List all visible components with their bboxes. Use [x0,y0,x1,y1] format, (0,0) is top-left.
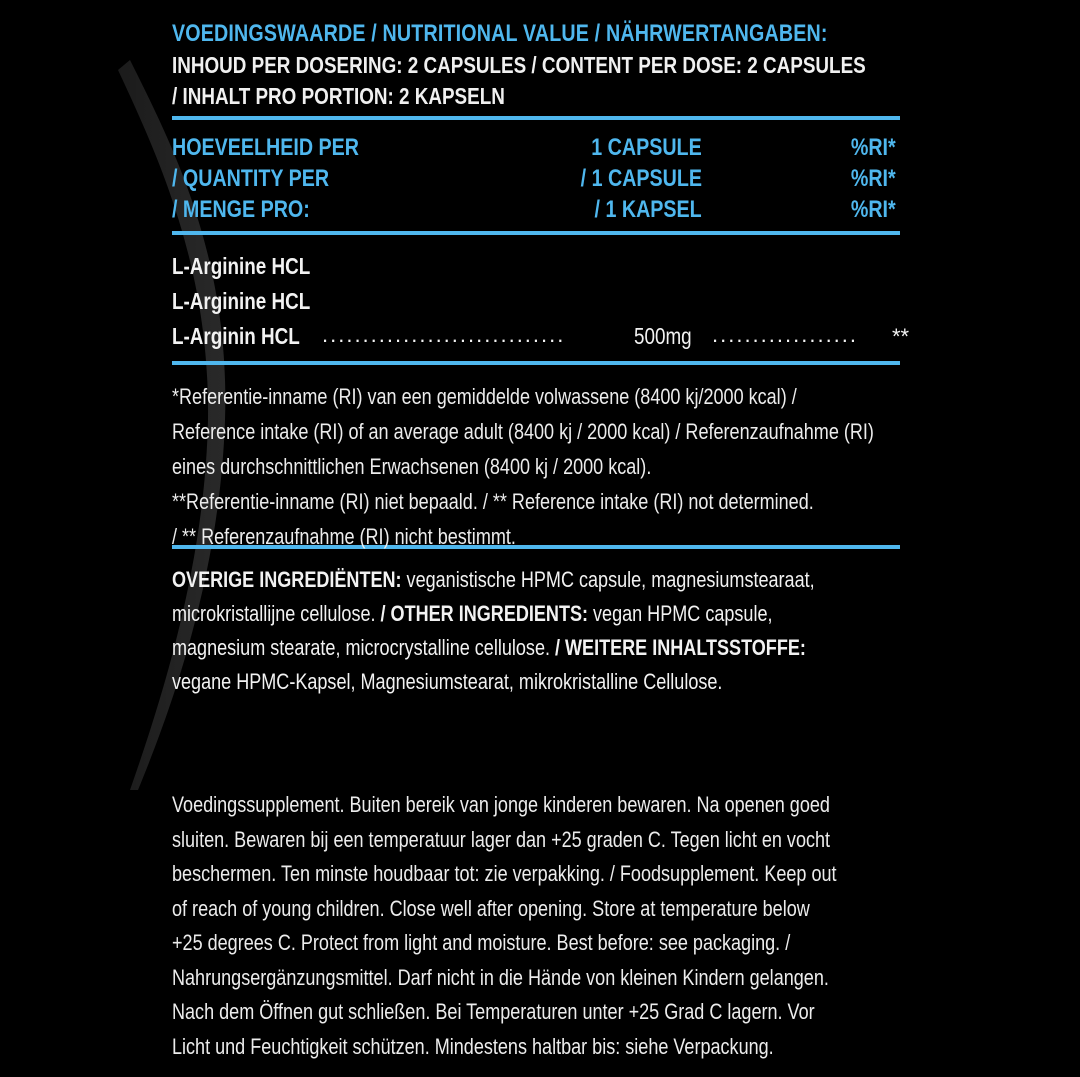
other-ingredients-line: magnesium stearate, microcrystalline cellulose. / WEITERE INHALTSSTOFFE: [172,635,806,660]
ingredient-row: L-Arginin HCL .............................. 500mg .................. ** [172,319,900,354]
nutrition-panel [172,18,910,699]
other-ingredients-label-nl: OVERIGE INGREDIËNTEN: [172,567,402,592]
ingredient-table [172,249,910,361]
footnote-line: Reference intake (RI) of an average adult (8400 kj / 2000 kcal) / Referenzaufnahme (RI) [172,419,874,444]
other-ingredients-line: vegane HPMC-Kapsel, Magnesiumstearat, mikrokristalline Cellulose. [172,669,723,694]
storage-line: of reach of young children. Close well after opening. Store at temperature below [172,895,810,921]
divider [172,231,900,235]
leader-dots: .............................. [322,322,566,347]
ingredient-name: L-Arginine HCL [172,288,311,314]
ingredient-ri: ** [892,324,910,349]
quantity-header [172,132,900,231]
nutrition-title: VOEDINGSWAARDE / NUTRITIONAL VALUE / NÄHRWERTANGABEN: [172,20,828,47]
quantity-row: / QUANTITY PER / 1 CAPSULE %RI* [172,165,896,192]
quantity-row: / MENGE PRO: / 1 KAPSEL %RI* [172,196,896,223]
other-ingredients [172,563,900,699]
footnote-line: / ** Referenzaufnahme (RI) nicht bestimmt. [172,524,516,549]
storage-line: +25 degrees C. Protect from light and moisture. Best before: see packaging. / [172,930,791,955]
storage-line: sluiten. Bewaren bij een temperatuur lager dan +25 graden C. Tegen licht en vocht [172,826,831,852]
storage-line: Licht und Feuchtigkeit schützen. Mindestens haltbar bis: siehe Verpackung. [172,1033,774,1059]
quantity-row: HOEVEELHEID PER 1 CAPSULE %RI* [172,134,896,161]
storage-line: Nach dem Öffnen gut schließen. Bei Temperaturen unter +25 Grad C lagern. Vor [172,999,815,1024]
dose-line: INHOUD PER DOSERING: 2 CAPSULES / CONTENT PER DOSE: 2 CAPSULES [172,52,866,78]
storage-line: Voedingssupplement. Buiten bereik van jonge kinderen bewaren. Na openen goed [172,792,830,817]
footnote-line: **Referentie-inname (RI) niet bepaald. / ** Reference intake (RI) not determined. [172,489,814,514]
other-ingredients-line: microkristallijne cellulose. / OTHER INGREDIENTS: vegan HPMC capsule, [172,601,773,626]
footnote-line: *Referentie-inname (RI) van een gemiddelde volwassene (8400 kj/2000 kcal) / [172,384,797,409]
other-ingredients-label-de: / WEITERE INHALTSSTOFFE: [555,635,806,660]
other-ingredients-label-en: / OTHER INGREDIENTS: [380,601,589,626]
divider [172,361,900,365]
divider [172,116,900,120]
other-ingredients-line: OVERIGE INGREDIËNTEN: veganistische HPMC capsule, magnesiumstearaat, [172,567,815,592]
storage-line: Nahrungsergänzungsmittel. Darf nicht in die Hände von kleinen Kindern gelangen. [172,964,829,990]
storage-instructions [172,788,900,1064]
ingredient-amount: 500mg [634,323,692,349]
leader-dots: .................. [712,322,859,347]
ingredient-name: L-Arginine HCL [172,253,311,279]
footnotes [172,379,900,549]
dose-line-de: / INHALT PRO PORTION: 2 KAPSELN [172,83,505,109]
footnote-line: eines durchschnittlichen Erwachsenen (8400 kj / 2000 kcal). [172,454,652,479]
storage-line: beschermen. Ten minste houdbaar tot: zie verpakking. / Foodsupplement. Keep out [172,861,837,886]
